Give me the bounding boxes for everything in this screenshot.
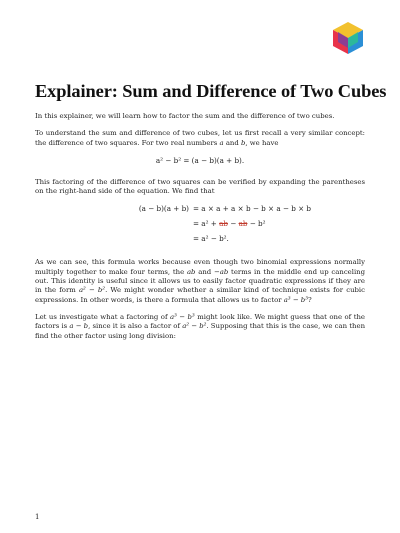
expansion-lhs: (a − b)(a + b) <box>138 204 189 214</box>
expansion-aligned-equations <box>35 204 365 248</box>
verification-paragraph: This factoring of the difference of two squares can be verified by expanding the parentheses on the right-hand side of the equation. We find that <box>35 177 365 196</box>
expansion-line-1: = a × a + a × b − b × a − b × b <box>193 204 311 214</box>
canceled-term-ba: ab <box>238 219 248 229</box>
investigation-paragraph: Let us investigate what a factoring of a³ − b³ might look like. We might guess that one of the factors is a − b, since it is also a factor of a² − b². Supposing that this is the case, we can then find the other factor using long division: <box>35 312 366 340</box>
page-number: 1 <box>35 513 40 521</box>
expansion-line-2: = a² + ab − ab − b² <box>193 219 266 229</box>
page-title: Explainer: Sum and Difference of Two Cubes <box>35 81 387 101</box>
expansion-line-3: = a² − b². <box>193 234 229 244</box>
explanation-paragraph: As we can see, this formula works because even though two binomial expressions normally multiply together to make four terms, the ab and −ab terms in the middle end up canceling out. This identity is useful since it allows us to easily factor quadratic expressions if they are in the form a² − b². We might wonder whether a similar kind of technique exists for cubic expressions. In other words, is there a formula that allows us to factor a³ − b³? <box>35 258 366 304</box>
recall-paragraph: To understand the sum and difference of two cubes, let us first recall a very similar concept: the difference of two squares. For two real numbers a and b, we have <box>35 129 365 147</box>
difference-of-squares-equation: a² − b² = (a − b)(a + b). <box>155 155 245 165</box>
canceled-term-ab: ab <box>219 219 228 229</box>
intro-paragraph: In this explainer, we will learn how to factor the sum and the difference of two cubes. <box>35 112 335 120</box>
document-page <box>35 80 387 349</box>
nagwa-logo-icon <box>333 22 363 54</box>
